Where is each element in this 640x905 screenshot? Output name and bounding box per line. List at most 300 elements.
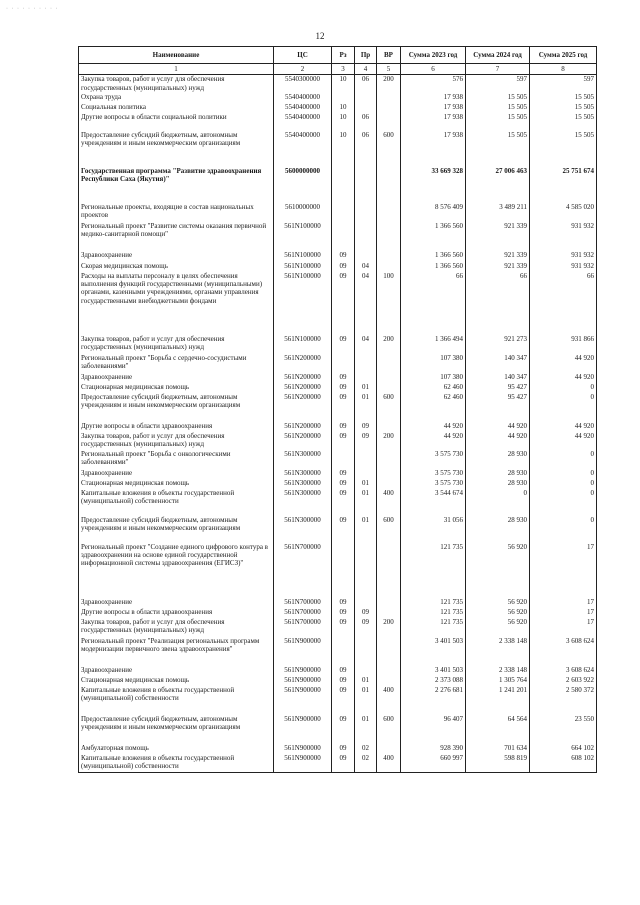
row-cs: 561N100000 xyxy=(274,272,332,335)
row-cs: 561N300000 xyxy=(274,450,332,469)
row-name: Закупка товаров, работ и услуг для обеспечения государственных (муниципальных) нужд xyxy=(79,432,274,450)
table-row xyxy=(79,715,597,744)
row-vr xyxy=(377,167,401,203)
row-pr: 09 xyxy=(355,432,377,450)
row-2025: 66 xyxy=(530,272,597,335)
table-row xyxy=(79,262,597,272)
table-row xyxy=(79,167,597,203)
row-pr: 01 xyxy=(355,686,377,715)
row-rz: 09 xyxy=(332,383,355,393)
row-2024: 2 338 148 xyxy=(466,637,530,666)
row-name: Закупка товаров, работ и услуг для обеспечения государственных (муниципальных) нужд xyxy=(79,75,274,93)
table-row xyxy=(79,754,597,773)
row-rz: 10 xyxy=(332,103,355,113)
row-2024: 28 930 xyxy=(466,469,530,479)
row-2025: 597 xyxy=(530,75,597,93)
row-rz: 09 xyxy=(332,608,355,618)
row-2024: 15 505 xyxy=(466,93,530,103)
row-pr: 01 xyxy=(355,676,377,686)
row-cs: 561N200000 xyxy=(274,354,332,373)
row-2025: 931 866 xyxy=(530,335,597,354)
row-pr xyxy=(355,222,377,251)
row-rz: 10 xyxy=(332,113,355,131)
row-rz: 09 xyxy=(332,754,355,773)
row-name: Предоставление субсидий бюджетным, автономным учреждениям и иным некоммерческим организациям xyxy=(79,393,274,422)
row-cs: 561N900000 xyxy=(274,686,332,715)
row-pr: 04 xyxy=(355,272,377,335)
row-vr: 600 xyxy=(377,393,401,422)
row-name: Здравоохранение xyxy=(79,666,274,676)
row-pr: 01 xyxy=(355,393,377,422)
row-2023: 44 920 xyxy=(401,432,466,450)
row-2025: 17 xyxy=(530,543,597,598)
row-rz xyxy=(332,167,355,203)
row-vr xyxy=(377,354,401,373)
header-rz: Рз xyxy=(332,47,355,64)
row-cs: 5540400000 xyxy=(274,93,332,103)
row-2024: 140 347 xyxy=(466,373,530,383)
row-pr xyxy=(355,354,377,373)
row-2024: 1 241 201 xyxy=(466,686,530,715)
row-vr xyxy=(377,479,401,489)
table-row xyxy=(79,516,597,543)
row-2024: 27 006 463 xyxy=(466,167,530,203)
row-vr xyxy=(377,422,401,432)
row-name: Скорая медицинская помощь xyxy=(79,262,274,272)
row-2025: 2 580 372 xyxy=(530,686,597,715)
row-2025: 931 932 xyxy=(530,251,597,262)
row-2024: 44 920 xyxy=(466,432,530,450)
row-cs: 561N700000 xyxy=(274,608,332,618)
table-row xyxy=(79,608,597,618)
row-name: Региональный проект "Развитие системы оказания первичной медико-санитарной помощи" xyxy=(79,222,274,251)
table-body xyxy=(79,75,597,773)
row-2024: 56 920 xyxy=(466,608,530,618)
header-vr: ВР xyxy=(377,47,401,64)
row-2023: 1 366 560 xyxy=(401,222,466,251)
row-2025: 0 xyxy=(530,469,597,479)
row-pr: 02 xyxy=(355,744,377,754)
row-2025: 0 xyxy=(530,489,597,516)
row-2024: 64 564 xyxy=(466,715,530,744)
row-name: Предоставление субсидий бюджетным, автономным учреждениям и иным некоммерческим организациям xyxy=(79,516,274,543)
row-2024: 56 920 xyxy=(466,543,530,598)
row-cs: 5540400000 xyxy=(274,131,332,167)
header-cs: ЦС xyxy=(274,47,332,64)
row-2024: 28 930 xyxy=(466,516,530,543)
table-row xyxy=(79,251,597,262)
row-pr xyxy=(355,167,377,203)
row-name: Здравоохранение xyxy=(79,251,274,262)
table-row xyxy=(79,598,597,608)
row-vr xyxy=(377,666,401,676)
row-cs: 561N900000 xyxy=(274,666,332,676)
row-2023: 660 997 xyxy=(401,754,466,773)
row-2025: 0 xyxy=(530,516,597,543)
row-rz: 09 xyxy=(332,422,355,432)
row-2025: 0 xyxy=(530,450,597,469)
table-row xyxy=(79,744,597,754)
row-2024: 3 489 211 xyxy=(466,203,530,222)
row-name: Региональный проект "Борьба с онкологическими заболеваниями" xyxy=(79,450,274,469)
table-row xyxy=(79,479,597,489)
page-number: 12 xyxy=(315,31,325,41)
row-2025: 608 102 xyxy=(530,754,597,773)
row-2023: 1 366 560 xyxy=(401,251,466,262)
table-row xyxy=(79,113,597,131)
row-pr: 02 xyxy=(355,754,377,773)
row-rz xyxy=(332,222,355,251)
row-name: Региональный проект "Создание единого цифрового контура в здравоохранении на основе единой государственной информационной системы здравоохранения (ЕГИСЗ)" xyxy=(79,543,274,598)
table-row xyxy=(79,373,597,383)
row-pr xyxy=(355,543,377,598)
row-rz: 09 xyxy=(332,393,355,422)
row-cs: 561N200000 xyxy=(274,373,332,383)
row-vr xyxy=(377,93,401,103)
table-row xyxy=(79,618,597,637)
row-vr xyxy=(377,203,401,222)
row-vr xyxy=(377,113,401,131)
row-2023: 928 390 xyxy=(401,744,466,754)
row-vr: 600 xyxy=(377,131,401,167)
row-2023: 31 056 xyxy=(401,516,466,543)
row-cs: 561N100000 xyxy=(274,251,332,262)
row-rz: 09 xyxy=(332,715,355,744)
row-2023: 3 401 503 xyxy=(401,637,466,666)
table-row xyxy=(79,383,597,393)
table-row xyxy=(79,222,597,251)
row-2024: 66 xyxy=(466,272,530,335)
row-name: Предоставление субсидий бюджетным, автономным учреждениям и иным некоммерческим организациям xyxy=(79,715,274,744)
row-2024: 44 920 xyxy=(466,422,530,432)
row-2025: 664 102 xyxy=(530,744,597,754)
row-2025: 0 xyxy=(530,383,597,393)
row-rz xyxy=(332,354,355,373)
table-row xyxy=(79,432,597,450)
table-row xyxy=(79,686,597,715)
row-cs: 561N200000 xyxy=(274,422,332,432)
row-name: Капитальные вложения в объекты государственной (муниципальной) собственности xyxy=(79,754,274,773)
table-row xyxy=(79,666,597,676)
row-2025: 44 920 xyxy=(530,354,597,373)
header-row xyxy=(79,47,597,64)
row-2024: 921 339 xyxy=(466,262,530,272)
row-2025: 4 585 020 xyxy=(530,203,597,222)
row-2023: 3 575 730 xyxy=(401,450,466,469)
row-2025: 3 608 624 xyxy=(530,637,597,666)
row-vr: 400 xyxy=(377,489,401,516)
table-row xyxy=(79,131,597,167)
row-2025: 15 505 xyxy=(530,93,597,103)
header-name: Наименование xyxy=(79,47,274,64)
row-2023: 96 407 xyxy=(401,715,466,744)
row-cs: 5600000000 xyxy=(274,167,332,203)
table-row xyxy=(79,393,597,422)
row-2024: 28 930 xyxy=(466,479,530,489)
column-index: 8 xyxy=(530,64,597,75)
row-pr: 04 xyxy=(355,262,377,272)
row-2024: 701 634 xyxy=(466,744,530,754)
row-rz: 09 xyxy=(332,469,355,479)
row-cs: 561N100000 xyxy=(274,262,332,272)
row-name: Региональный проект "Реализация региональных программ модернизации первичного звена здравоохранения" xyxy=(79,637,274,666)
row-cs: 561N200000 xyxy=(274,393,332,422)
row-cs: 561N900000 xyxy=(274,637,332,666)
row-pr xyxy=(355,666,377,676)
row-2025: 17 xyxy=(530,618,597,637)
row-cs: 561N300000 xyxy=(274,489,332,516)
row-2023: 17 938 xyxy=(401,131,466,167)
row-vr xyxy=(377,450,401,469)
row-2025: 3 608 624 xyxy=(530,666,597,676)
row-cs: 561N900000 xyxy=(274,744,332,754)
row-vr xyxy=(377,598,401,608)
row-2025: 44 920 xyxy=(530,432,597,450)
column-index: 5 xyxy=(377,64,401,75)
header-2024: Сумма 2024 год xyxy=(466,47,530,64)
row-2023: 1 366 560 xyxy=(401,262,466,272)
row-pr: 01 xyxy=(355,516,377,543)
row-cs: 561N700000 xyxy=(274,618,332,637)
row-pr: 01 xyxy=(355,479,377,489)
row-rz: 09 xyxy=(332,251,355,262)
row-2025: 25 751 674 xyxy=(530,167,597,203)
row-rz: 09 xyxy=(332,744,355,754)
row-rz xyxy=(332,637,355,666)
table-row xyxy=(79,637,597,666)
row-rz: 09 xyxy=(332,373,355,383)
row-pr: 01 xyxy=(355,489,377,516)
row-2024: 15 505 xyxy=(466,113,530,131)
row-name: Другие вопросы в области здравоохранения xyxy=(79,422,274,432)
row-cs: 561N100000 xyxy=(274,335,332,354)
row-name: Стационарная медицинская помощь xyxy=(79,383,274,393)
row-cs: 5540400000 xyxy=(274,113,332,131)
column-index: 4 xyxy=(355,64,377,75)
row-vr xyxy=(377,637,401,666)
row-2023: 44 920 xyxy=(401,422,466,432)
row-rz: 09 xyxy=(332,335,355,354)
row-pr xyxy=(355,103,377,113)
row-2024: 921 273 xyxy=(466,335,530,354)
row-pr xyxy=(355,203,377,222)
row-name: Амбулаторная помощь xyxy=(79,744,274,754)
row-vr xyxy=(377,543,401,598)
row-2025: 15 505 xyxy=(530,113,597,131)
row-vr xyxy=(377,222,401,251)
row-vr xyxy=(377,251,401,262)
row-2023: 62 460 xyxy=(401,383,466,393)
row-cs: 561N900000 xyxy=(274,754,332,773)
column-index: 1 xyxy=(79,64,274,75)
row-rz: 09 xyxy=(332,686,355,715)
row-2023: 17 938 xyxy=(401,93,466,103)
header-pr: Пр xyxy=(355,47,377,64)
row-2024: 15 505 xyxy=(466,103,530,113)
row-rz: 10 xyxy=(332,131,355,167)
row-2024: 28 930 xyxy=(466,450,530,469)
row-name: Социальная политика xyxy=(79,103,274,113)
row-2025: 23 550 xyxy=(530,715,597,744)
row-2023: 107 380 xyxy=(401,373,466,383)
row-name: Региональный проект "Борьба с сердечно-сосудистыми заболеваниями" xyxy=(79,354,274,373)
row-cs: 5540400000 xyxy=(274,103,332,113)
row-2025: 17 xyxy=(530,598,597,608)
row-vr: 400 xyxy=(377,686,401,715)
row-2025: 44 920 xyxy=(530,422,597,432)
row-2023: 2 373 088 xyxy=(401,676,466,686)
row-pr: 09 xyxy=(355,608,377,618)
row-2023: 17 938 xyxy=(401,113,466,131)
row-cs: 561N900000 xyxy=(274,715,332,744)
table-row xyxy=(79,422,597,432)
row-2023: 3 575 730 xyxy=(401,479,466,489)
budget-table xyxy=(78,46,597,773)
row-name: Региональные проекты, входящие в состав национальных проектов xyxy=(79,203,274,222)
row-name: Капитальные вложения в объекты государственной (муниципальной) собственности xyxy=(79,489,274,516)
row-rz: 09 xyxy=(332,432,355,450)
row-2023: 8 576 409 xyxy=(401,203,466,222)
row-pr: 09 xyxy=(355,422,377,432)
column-index-row xyxy=(79,64,597,75)
column-index: 3 xyxy=(332,64,355,75)
row-cs: 5540300000 xyxy=(274,75,332,93)
row-2023: 3 575 730 xyxy=(401,469,466,479)
row-pr xyxy=(355,469,377,479)
row-2024: 921 339 xyxy=(466,251,530,262)
row-pr: 09 xyxy=(355,618,377,637)
row-rz: 09 xyxy=(332,516,355,543)
row-pr xyxy=(355,598,377,608)
table-row xyxy=(79,203,597,222)
row-rz xyxy=(332,450,355,469)
row-rz: 09 xyxy=(332,262,355,272)
row-2024: 2 338 148 xyxy=(466,666,530,676)
row-2025: 17 xyxy=(530,608,597,618)
row-vr xyxy=(377,676,401,686)
row-pr: 01 xyxy=(355,715,377,744)
row-2024: 597 xyxy=(466,75,530,93)
row-name: Здравоохранение xyxy=(79,598,274,608)
row-rz: 10 xyxy=(332,75,355,93)
row-rz: 09 xyxy=(332,666,355,676)
row-2025: 931 932 xyxy=(530,222,597,251)
row-cs: 561N700000 xyxy=(274,598,332,608)
row-vr: 200 xyxy=(377,618,401,637)
row-vr xyxy=(377,262,401,272)
row-2023: 3 401 503 xyxy=(401,666,466,676)
row-name: Предоставление субсидий бюджетным, автономным учреждениям и иным некоммерческим организациям xyxy=(79,131,274,167)
row-cs: 561N300000 xyxy=(274,469,332,479)
row-vr xyxy=(377,608,401,618)
row-cs: 561N700000 xyxy=(274,543,332,598)
row-pr xyxy=(355,373,377,383)
row-2024: 15 505 xyxy=(466,131,530,167)
table-row xyxy=(79,335,597,354)
row-cs: 561N200000 xyxy=(274,383,332,393)
row-name: Закупка товаров, работ и услуг для обеспечения государственных (муниципальных) нужд xyxy=(79,618,274,637)
row-pr: 06 xyxy=(355,113,377,131)
row-2023: 62 460 xyxy=(401,393,466,422)
row-name: Капитальные вложения в объекты государственной (муниципальной) собственности xyxy=(79,686,274,715)
row-vr: 600 xyxy=(377,516,401,543)
table-row xyxy=(79,543,597,598)
row-2023: 17 938 xyxy=(401,103,466,113)
row-2023: 107 380 xyxy=(401,354,466,373)
table-row xyxy=(79,469,597,479)
row-vr: 100 xyxy=(377,272,401,335)
row-vr xyxy=(377,469,401,479)
row-rz xyxy=(332,203,355,222)
row-vr: 200 xyxy=(377,75,401,93)
row-2023: 576 xyxy=(401,75,466,93)
row-pr xyxy=(355,637,377,666)
row-2025: 15 505 xyxy=(530,131,597,167)
row-vr: 400 xyxy=(377,754,401,773)
row-2025: 15 505 xyxy=(530,103,597,113)
row-2023: 3 544 674 xyxy=(401,489,466,516)
header-2023: Сумма 2023 год xyxy=(401,47,466,64)
row-name: Другие вопросы в области здравоохранения xyxy=(79,608,274,618)
row-name: Здравоохранение xyxy=(79,469,274,479)
row-2023: 121 735 xyxy=(401,543,466,598)
row-2024: 95 427 xyxy=(466,383,530,393)
row-2025: 0 xyxy=(530,393,597,422)
row-2023: 1 366 494 xyxy=(401,335,466,354)
row-2025: 2 603 922 xyxy=(530,676,597,686)
column-index: 6 xyxy=(401,64,466,75)
table-row xyxy=(79,93,597,103)
row-name: Стационарная медицинская помощь xyxy=(79,676,274,686)
row-2023: 66 xyxy=(401,272,466,335)
header-2025: Сумма 2025 год xyxy=(530,47,597,64)
row-name: Охрана труда xyxy=(79,93,274,103)
table-row xyxy=(79,75,597,93)
row-vr xyxy=(377,383,401,393)
header-marks: · · · · · · · · · · xyxy=(6,6,59,12)
row-2025: 931 932 xyxy=(530,262,597,272)
row-rz: 09 xyxy=(332,618,355,637)
table-row xyxy=(79,450,597,469)
row-name: Другие вопросы в области социальной политики xyxy=(79,113,274,131)
row-name: Расходы на выплаты персоналу в целях обеспечения выполнения функций государственными (муниципальными) органами, казенными учреждениями, органами управления государственными внебюджетными фондами xyxy=(79,272,274,335)
row-vr xyxy=(377,373,401,383)
row-2024: 0 xyxy=(466,489,530,516)
row-vr: 600 xyxy=(377,715,401,744)
row-rz: 09 xyxy=(332,676,355,686)
row-rz: 09 xyxy=(332,598,355,608)
row-2023: 121 735 xyxy=(401,618,466,637)
row-vr xyxy=(377,744,401,754)
row-cs: 561N300000 xyxy=(274,516,332,543)
table-row xyxy=(79,489,597,516)
row-2025: 44 920 xyxy=(530,373,597,383)
row-cs: 561N200000 xyxy=(274,432,332,450)
row-name: Государственная программа "Развитие здравоохранения Республики Саха (Якутия)" xyxy=(79,167,274,203)
row-2023: 121 735 xyxy=(401,608,466,618)
row-pr: 06 xyxy=(355,75,377,93)
row-pr: 04 xyxy=(355,335,377,354)
row-vr: 200 xyxy=(377,432,401,450)
row-2024: 598 819 xyxy=(466,754,530,773)
row-cs: 561N300000 xyxy=(274,479,332,489)
row-rz xyxy=(332,93,355,103)
row-name: Закупка товаров, работ и услуг для обеспечения государственных (муниципальных) нужд xyxy=(79,335,274,354)
row-2024: 56 920 xyxy=(466,598,530,608)
row-2023: 33 669 328 xyxy=(401,167,466,203)
row-rz: 09 xyxy=(332,479,355,489)
row-2024: 56 920 xyxy=(466,618,530,637)
